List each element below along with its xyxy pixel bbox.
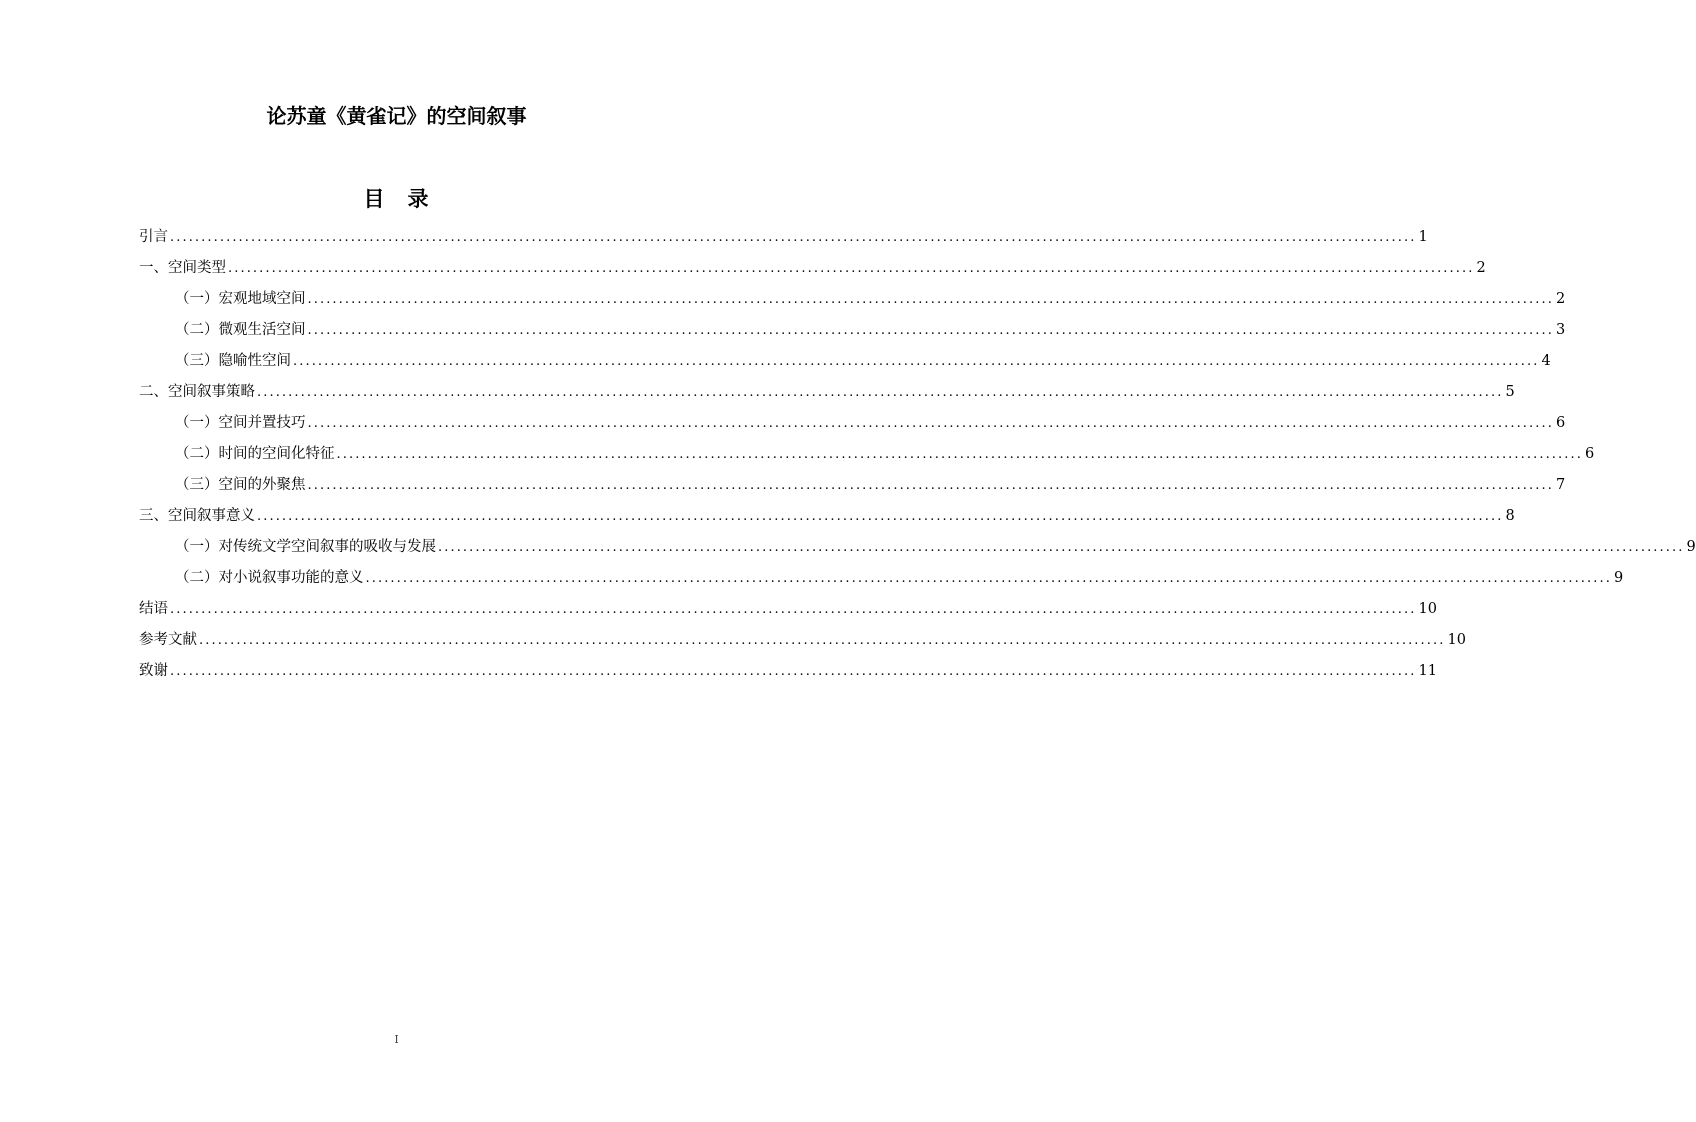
toc-entry-page: 11 bbox=[1418, 663, 1437, 679]
toc-entry-page: 5 bbox=[1505, 384, 1515, 400]
toc-leader-dots: ........................................................................................................................................................................................................ bbox=[307, 323, 1554, 338]
toc-entry[interactable] bbox=[139, 534, 1696, 565]
toc-entry-label: （二）微观生活空间 bbox=[175, 322, 306, 338]
toc-heading: 目 录 bbox=[363, 187, 430, 211]
document-title: 论苏童《黄雀记》的空间叙事 bbox=[266, 104, 527, 128]
toc-leader-dots: ........................................................................................................................................................................................................ bbox=[228, 261, 1475, 276]
toc-leader-dots: ........................................................................................................................................................................................................ bbox=[293, 354, 1540, 369]
toc-entry[interactable] bbox=[139, 441, 1595, 472]
toc-entry-label: 参考文献 bbox=[139, 632, 197, 648]
toc-leader-dots: ........................................................................................................................................................................................................ bbox=[257, 385, 1504, 400]
toc-entry-label: （二）时间的空间化特征 bbox=[175, 446, 335, 462]
toc-leader-dots: ........................................................................................................................................................................................................ bbox=[170, 230, 1417, 245]
toc-leader-dots: ........................................................................................................................................................................................................ bbox=[307, 292, 1554, 307]
toc-entry-page: 2 bbox=[1555, 291, 1566, 307]
toc-entry-label: 二、空间叙事策略 bbox=[139, 384, 255, 400]
toc-entry[interactable] bbox=[139, 410, 1566, 441]
toc-entry-page: 4 bbox=[1541, 353, 1551, 369]
toc-entry-page: 3 bbox=[1555, 322, 1566, 338]
toc-entry-label: （一）宏观地域空间 bbox=[175, 291, 306, 307]
toc-entry-page: 9 bbox=[1686, 539, 1696, 555]
toc-entry[interactable] bbox=[139, 627, 1466, 658]
toc-entry[interactable] bbox=[139, 224, 1428, 255]
toc-entry-page: 8 bbox=[1505, 508, 1515, 524]
toc-entry-page: 6 bbox=[1584, 446, 1595, 462]
toc-leader-dots: ........................................................................................................................................................................................................ bbox=[307, 478, 1554, 493]
toc-entry[interactable] bbox=[139, 379, 1515, 410]
toc-entry[interactable] bbox=[139, 565, 1624, 596]
toc-entry-page: 10 bbox=[1418, 601, 1437, 617]
toc-entry-label: 引言 bbox=[139, 229, 168, 245]
toc-entry[interactable] bbox=[139, 348, 1551, 379]
toc-entry[interactable] bbox=[139, 255, 1486, 286]
toc-entry-label: （三）隐喻性空间 bbox=[175, 353, 291, 369]
toc-leader-dots: ........................................................................................................................................................................................................ bbox=[336, 447, 1583, 462]
toc-leader-dots: ........................................................................................................................................................................................................ bbox=[199, 633, 1446, 648]
toc-entry-label: 一、空间类型 bbox=[139, 260, 226, 276]
toc-entry-page: 9 bbox=[1613, 570, 1624, 586]
toc-leader-dots: ........................................................................................................................................................................................................ bbox=[170, 664, 1417, 679]
toc-entry-page: 1 bbox=[1418, 229, 1428, 245]
toc-leader-dots: ........................................................................................................................................................................................................ bbox=[257, 509, 1504, 524]
toc-leader-dots: ........................................................................................................................................................................................................ bbox=[365, 571, 1612, 586]
toc-leader-dots: ........................................................................................................................................................................................................ bbox=[307, 416, 1554, 431]
toc-entry[interactable] bbox=[139, 472, 1566, 503]
toc-entry-page: 2 bbox=[1476, 260, 1486, 276]
toc-leader-dots: ........................................................................................................................................................................................................ bbox=[438, 540, 1685, 555]
toc-entry-label: （二）对小说叙事功能的意义 bbox=[175, 570, 364, 586]
toc-entry[interactable] bbox=[139, 658, 1437, 689]
toc-entry-page: 6 bbox=[1555, 415, 1566, 431]
toc-entry-label: （一）空间并置技巧 bbox=[175, 415, 306, 431]
toc-entry-label: （三）空间的外聚焦 bbox=[175, 477, 306, 493]
table-of-contents bbox=[139, 224, 1696, 689]
page-number: I bbox=[394, 1033, 399, 1046]
toc-entry-label: 结语 bbox=[139, 601, 168, 617]
toc-entry-label: （一）对传统文学空间叙事的吸收与发展 bbox=[175, 539, 436, 555]
toc-entry-page: 7 bbox=[1555, 477, 1566, 493]
toc-entry[interactable] bbox=[139, 286, 1566, 317]
toc-entry-label: 三、空间叙事意义 bbox=[139, 508, 255, 524]
toc-entry[interactable] bbox=[139, 596, 1437, 627]
toc-entry[interactable] bbox=[139, 317, 1566, 348]
toc-entry-label: 致谢 bbox=[139, 663, 168, 679]
toc-entry[interactable] bbox=[139, 503, 1515, 534]
toc-leader-dots: ........................................................................................................................................................................................................ bbox=[170, 602, 1417, 617]
toc-entry-page: 10 bbox=[1447, 632, 1466, 648]
